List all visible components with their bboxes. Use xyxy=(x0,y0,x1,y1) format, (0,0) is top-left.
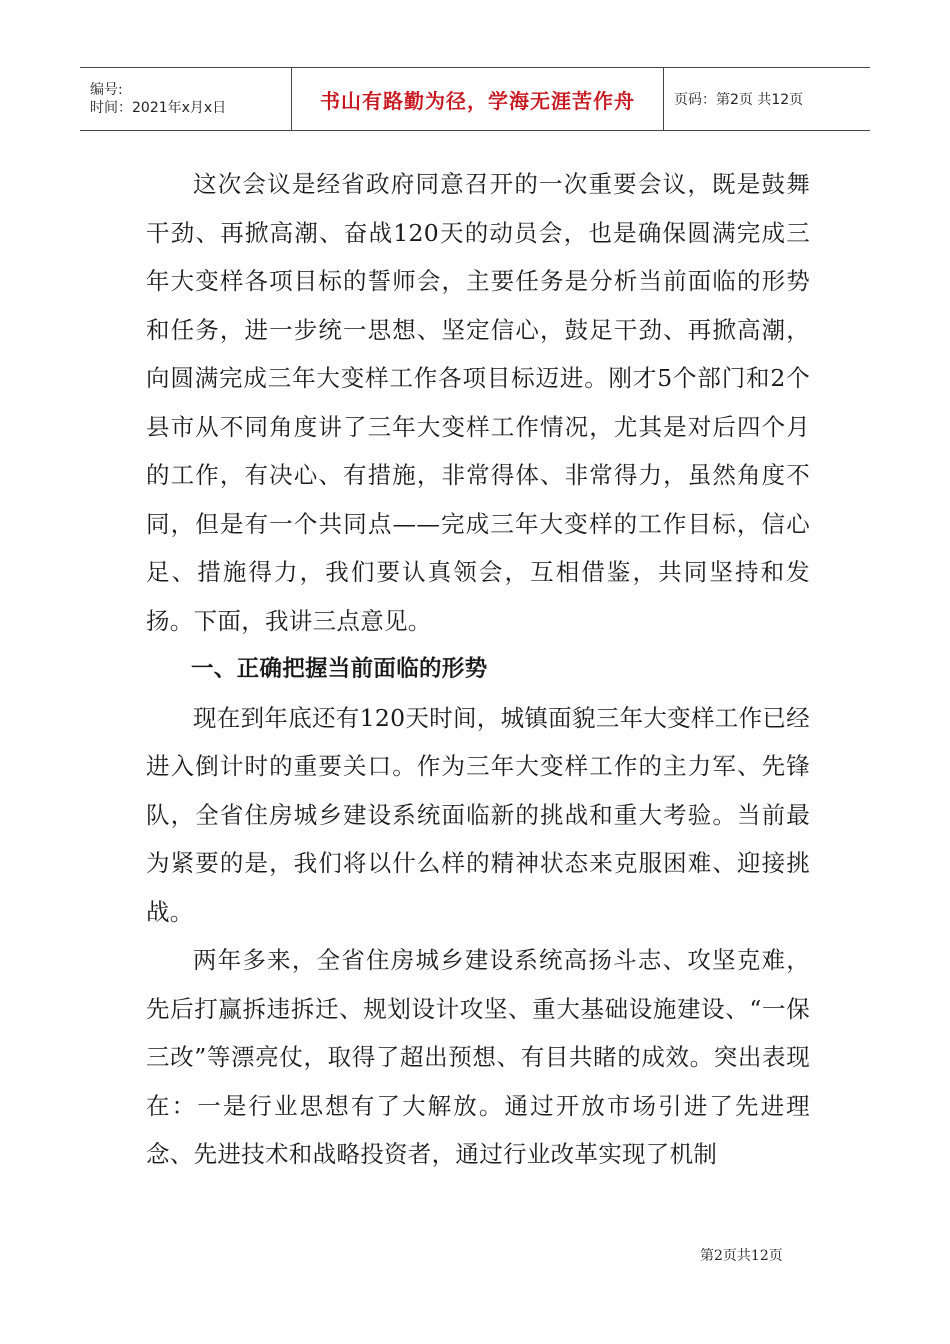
paragraph-achievements: 两年多来，全省住房城乡建设系统高扬斗志、攻坚克难，先后打赢拆违拆迁、规划设计攻坚、重大基础设施建设、“一保三改”等漂亮仗，取得了超出预想、有目共睹的成效。突出表现在：一是行业思想有了大解放。通过开放市场引进了先进理念、先进技术和战略投资者，通过行业改革实现了机制 xyxy=(146,946,810,1168)
section-heading: 一、正确把握当前面临的形势 xyxy=(191,656,488,682)
header-motto-cell xyxy=(292,68,664,130)
header-meta xyxy=(80,68,292,130)
paragraph-situation: 现在到年底还有120天时间，城镇面貌三年大变样工作已经进入倒计时的重要关口。作为三年大变样工作的主力军、先锋队，全省住房城乡建设系统面临新的挑战和重大考验。当前最为紧要的是，我们将以什么样的精神状态来克服困难、迎接挑战。 xyxy=(146,703,810,926)
document-header xyxy=(80,67,870,131)
page-footer: 第2页共12页 xyxy=(700,1248,783,1264)
document-number-label: 编号: xyxy=(90,82,123,98)
paragraph-intro: 这次会议是经省政府同意召开的一次重要会议，既是鼓舞干劲、再掀高潮、奋战120天的动员会，也是确保圆满完成三年大变样各项目标的誓师会，主要任务是分析当前面临的形势和任务，进一步统一思想、坚定信心，鼓足干劲、再掀高潮，向圆满完成三年大变样工作各项目标迈进。刚才5个部门和2个县市从不同角度讲了三年大变样工作情况，尤其是对后四个月的工作，有决心、有措施，非常得体、非常得力，虽然角度不同，但是有一个共同点——完成三年大变样的工作目标，信心足、措施得力，我们要认真领会，互相借鉴，共同坚持和发扬。下面，我讲三点意见。 xyxy=(146,170,810,635)
document-body xyxy=(146,160,810,1179)
header-page-number: 页码：第2页 共12页 xyxy=(674,92,804,108)
document-date: 时间：2021年x月x日 xyxy=(90,100,227,116)
header-page-cell xyxy=(664,68,870,130)
header-motto: 书山有路勤为径，学海无涯苦作舟 xyxy=(320,88,635,113)
